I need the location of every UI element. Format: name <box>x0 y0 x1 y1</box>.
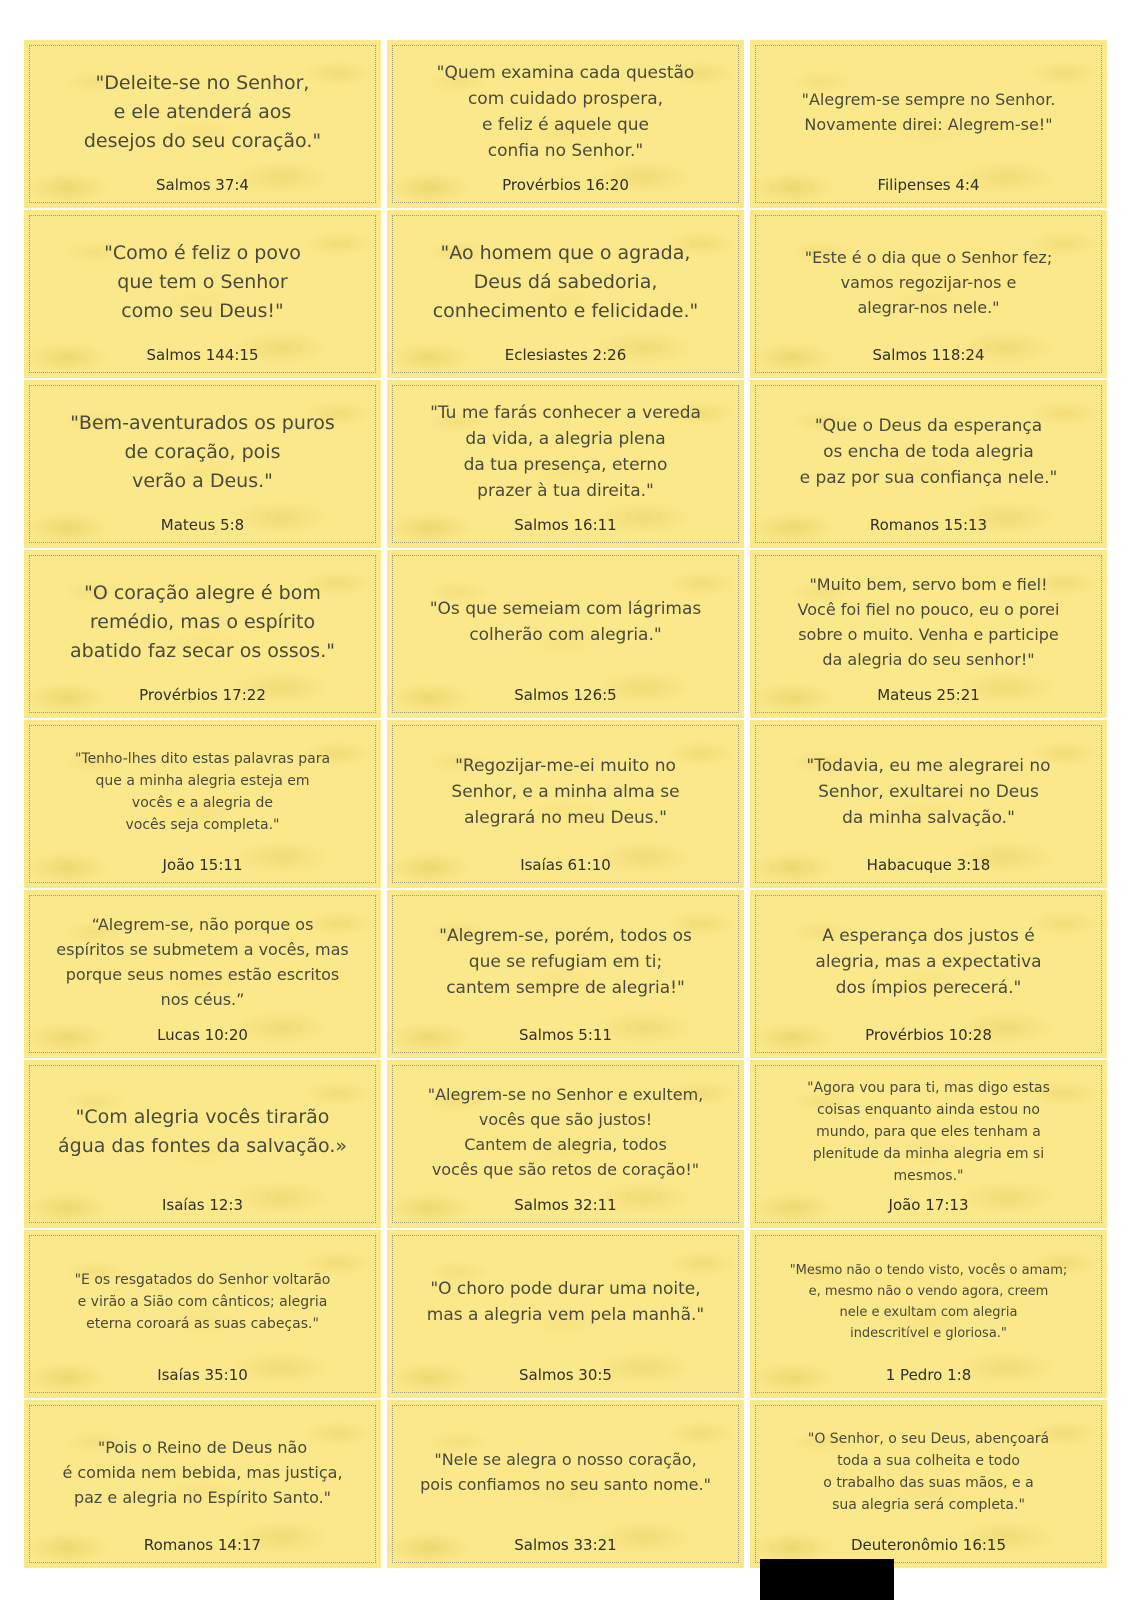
verse-quote: "Bem-aventurados os puros de coração, pois verão a Deus." <box>70 411 335 492</box>
verse-reference: Mateus 25:21 <box>877 686 980 704</box>
verse-reference: João 17:13 <box>888 1196 969 1214</box>
verse-quote: "Todavia, eu me alegrarei no Senhor, exultarei no Deus da minha salvação." <box>806 756 1051 828</box>
verse-quote: "Com alegria vocês tirarão água das fontes da salvação.» <box>58 1106 347 1157</box>
verse-quote: "Muito bem, servo bom e fiel! Você foi fiel no pouco, eu o porei sobre o muito. Venha e participe da alegria do seu senhor!" <box>797 575 1060 669</box>
verse-quote: "Ao homem que o agrada, Deus dá sabedoria, conhecimento e felicidade." <box>432 241 699 322</box>
verse-reference: Eclesiastes 2:26 <box>504 346 627 364</box>
verse-quote: "O coração alegre é bom remédio, mas o espírito abatido faz secar os ossos." <box>70 581 335 662</box>
verse-quote: "Tu me farás conhecer a vereda da vida, a alegria plena da tua presença, eterno prazer à tua direita." <box>430 403 701 501</box>
verse-reference: Romanos 14:17 <box>143 1536 262 1554</box>
verse-card <box>387 550 744 718</box>
verse-card <box>387 1060 744 1228</box>
verse-card <box>24 720 381 888</box>
verse-card <box>750 380 1107 548</box>
verse-reference: Salmos 5:11 <box>519 1026 612 1044</box>
verse-quote: "Regozijar-me-ei muito no Senhor, e a minha alma se alegrará no meu Deus." <box>451 756 680 828</box>
verse-reference: Salmos 32:11 <box>514 1196 617 1214</box>
verse-reference: Salmos 16:11 <box>514 516 617 534</box>
verse-card <box>387 40 744 208</box>
verse-quote: "Mesmo não o tendo visto, vocês o amam; e, mesmo não o vendo agora, creem nele e exultam com alegria indescritível e gloriosa." <box>789 1263 1068 1341</box>
verse-reference: Provérbios 16:20 <box>502 176 629 194</box>
verse-reference: Deuteronômio 16:15 <box>850 1536 1007 1554</box>
verse-card <box>750 210 1107 378</box>
verse-quote: "Este é o dia que o Senhor fez; vamos regozijar-nos e alegrar-nos nele." <box>804 247 1053 317</box>
verse-card <box>750 890 1107 1058</box>
verse-card-sheet <box>24 40 1107 1568</box>
verse-quote: "Alegrem-se, porém, todos os que se refugiam em ti; cantem sempre de alegria!" <box>439 926 692 998</box>
verse-quote: "Agora vou para ti, mas digo estas coisas enquanto ainda estou no mundo, para que eles tenham a plenitude da minha alegria em si mesmos." <box>807 1080 1050 1184</box>
verse-card <box>24 210 381 378</box>
verse-reference: Salmos 37:4 <box>156 176 249 194</box>
verse-reference: Salmos 33:21 <box>514 1536 617 1554</box>
verse-card <box>750 550 1107 718</box>
verse-quote: "O choro pode durar uma noite, mas a alegria vem pela manhã." <box>426 1279 705 1325</box>
verse-quote: A esperança dos justos é alegria, mas a expectativa dos ímpios perecerá." <box>815 926 1042 998</box>
verse-reference: Salmos 30:5 <box>519 1366 612 1384</box>
verse-card <box>24 1400 381 1568</box>
verse-quote: "Como é feliz o povo que tem o Senhor como seu Deus!" <box>104 241 301 322</box>
verse-card <box>24 380 381 548</box>
verse-reference: 1 Pedro 1:8 <box>885 1366 972 1384</box>
verse-card <box>24 550 381 718</box>
verse-card <box>750 720 1107 888</box>
verse-quote: "Alegrem-se sempre no Senhor. Novamente direi: Alegrem-se!" <box>801 90 1056 134</box>
verse-reference: Salmos 126:5 <box>514 686 617 704</box>
verse-reference: Isaías 35:10 <box>157 1366 248 1384</box>
verse-reference: Provérbios 17:22 <box>139 686 266 704</box>
verse-card <box>750 1230 1107 1398</box>
verse-reference: Salmos 144:15 <box>146 346 259 364</box>
verse-quote: "Nele se alegra o nosso coração, pois confiamos no seu santo nome." <box>420 1450 711 1494</box>
verse-card <box>24 1230 381 1398</box>
verse-card <box>750 1400 1107 1568</box>
verse-reference: Mateus 5:8 <box>160 516 245 534</box>
verse-reference: Isaías 61:10 <box>520 856 611 874</box>
verse-card <box>387 720 744 888</box>
verse-reference: Filipenses 4:4 <box>877 176 980 194</box>
verse-card <box>387 210 744 378</box>
verse-reference: Isaías 12:3 <box>161 1196 244 1214</box>
verse-quote: "Alegrem-se no Senhor e exultem, vocês que são justos! Cantem de alegria, todos vocês que são retos de coração!" <box>427 1085 704 1179</box>
verse-quote: "Deleite-se no Senhor, e ele atenderá aos desejos do seu coração." <box>83 71 322 152</box>
verse-card <box>24 1060 381 1228</box>
verse-card <box>387 1230 744 1398</box>
verse-card <box>387 380 744 548</box>
verse-reference: João 15:11 <box>162 856 243 874</box>
verse-reference: Habacuque 3:18 <box>866 856 991 874</box>
verse-reference: Lucas 10:20 <box>157 1026 248 1044</box>
verse-quote: “Alegrem-se, não porque os espíritos se submetem a vocês, mas porque seus nomes estão escritos nos céus.” <box>56 915 349 1009</box>
verse-quote: "O Senhor, o seu Deus, abençoará toda a sua colheita e todo o trabalho das suas mãos, e a sua alegria será completa." <box>807 1431 1050 1513</box>
verse-quote: "Pois o Reino de Deus não é comida nem bebida, mas justiça, paz e alegria no Espírito Santo." <box>62 1437 343 1507</box>
verse-quote: "Os que semeiam com lágrimas colherão com alegria." <box>429 599 702 645</box>
verse-reference: Romanos 15:13 <box>869 516 988 534</box>
verse-card <box>750 40 1107 208</box>
verse-quote: "Que o Deus da esperança os encha de toda alegria e paz por sua confiança nele." <box>799 416 1058 488</box>
verse-card <box>387 1400 744 1568</box>
verse-card <box>24 890 381 1058</box>
verse-card <box>750 1060 1107 1228</box>
verse-quote: "Quem examina cada questão com cuidado prospera, e feliz é aquele que confia no Senhor." <box>436 63 695 161</box>
verse-card <box>24 40 381 208</box>
verse-card <box>387 890 744 1058</box>
verse-quote: "E os resgatados do Senhor voltarão e virão a Sião com cânticos; alegria eterna coroará as suas cabeças." <box>74 1272 331 1332</box>
verse-reference: Provérbios 10:28 <box>865 1026 992 1044</box>
verse-quote: "Tenho-lhes dito estas palavras para que a minha alegria esteja em vocês e a alegria de vocês seja completa." <box>74 751 331 833</box>
verse-reference: Salmos 118:24 <box>872 346 985 364</box>
black-redaction-bar <box>760 1559 894 1600</box>
